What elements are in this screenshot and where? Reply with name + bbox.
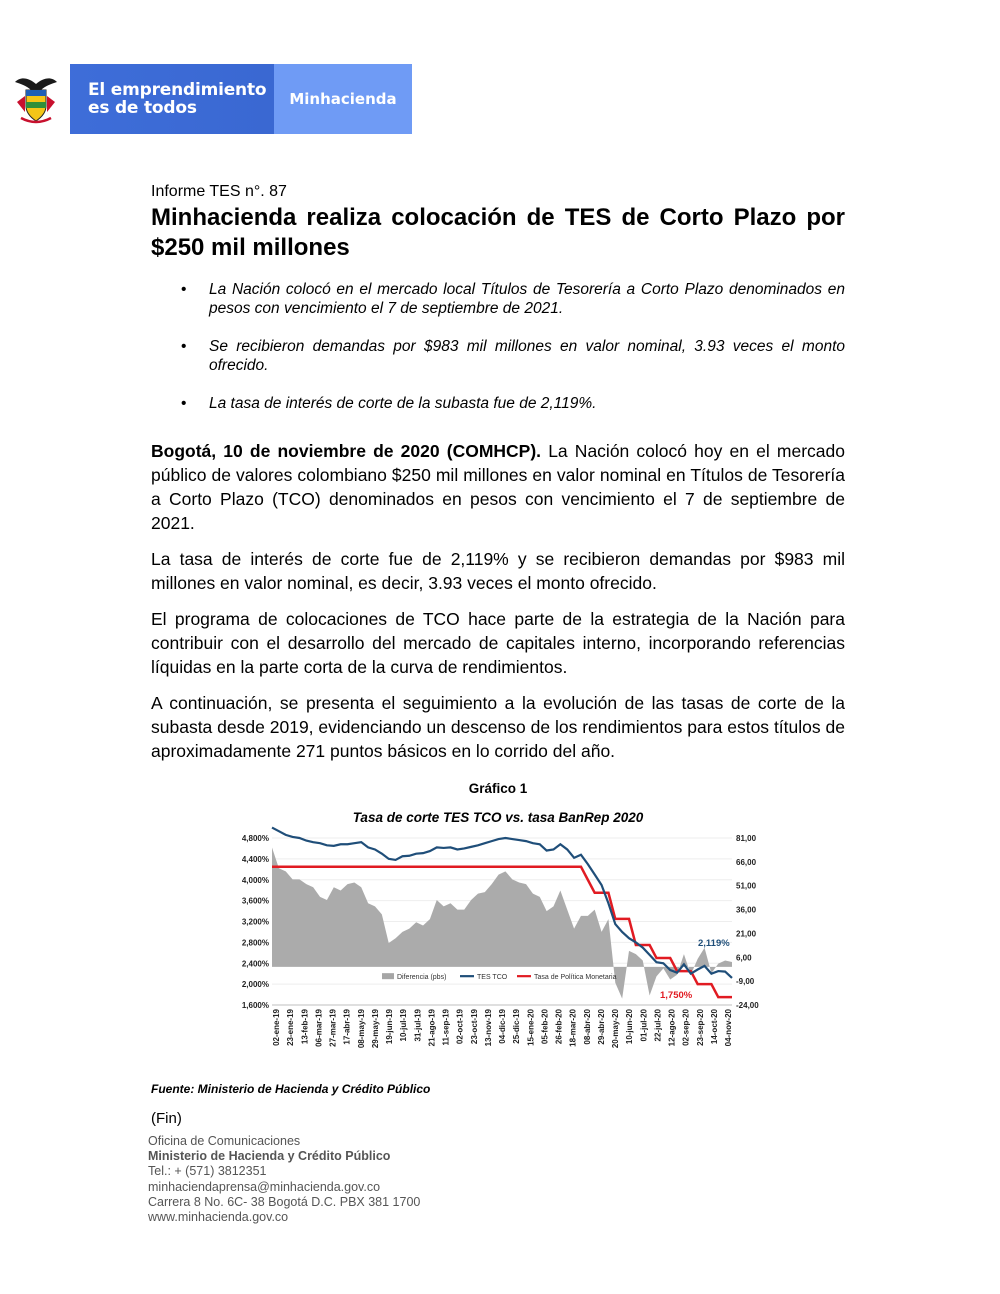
legend-label: Tasa de Política Monetaria bbox=[534, 974, 617, 982]
paragraph-4: A continuación, se presenta el seguimiento a la evolución de las tasas de corte de la subasta desde 2019, evidenciando un descenso de los rendimientos para estos títulos de aproximadamente 271 puntos básicos en lo corrido del año. bbox=[151, 693, 845, 761]
x-tick-label: 23-ene-19 bbox=[286, 1009, 296, 1046]
x-tick-label: 12-ago-20 bbox=[667, 1009, 677, 1047]
bullet-text: Se recibieron demandas por $983 mil millones en valor nominal, 3.93 veces el monto ofrecido. bbox=[209, 338, 845, 374]
x-tick-label: 22-jul-20 bbox=[653, 1009, 663, 1042]
y-left-tick-label: 3,200% bbox=[241, 917, 269, 927]
footer-website[interactable]: www.minhacienda.gov.co bbox=[148, 1210, 289, 1225]
x-tick-label: 20-may-20 bbox=[611, 1009, 620, 1049]
contact-footer bbox=[148, 1134, 420, 1225]
x-tick-label: 02-ene-19 bbox=[272, 1009, 281, 1046]
footer-phone: Tel.: + (571) 3812351 bbox=[148, 1164, 267, 1179]
x-tick-label: 04-dic-19 bbox=[498, 1009, 507, 1044]
paragraph-1-text: La Nación colocó hoy en el mercado público de valores colombiano $250 mil millones en valor nominal en Títulos de Tesorería a Corto Plazo (TCO) denominados en pesos con vencimiento el 7 de septiembre de 2021. bbox=[151, 441, 845, 533]
x-tick-label: 23-sep-20 bbox=[695, 1009, 705, 1046]
x-tick-label: 25-dic-19 bbox=[512, 1009, 522, 1044]
y-right-tick-label: 21,00 bbox=[736, 929, 757, 939]
x-tick-label: 26-feb-20 bbox=[554, 1009, 564, 1045]
x-tick-label: 17-abr-19 bbox=[342, 1009, 352, 1045]
x-tick-label: 10-jun-20 bbox=[625, 1009, 635, 1045]
y-right-tick-label: 66,00 bbox=[736, 857, 757, 867]
legend-label: Diferencia (pbs) bbox=[397, 974, 447, 982]
legend-label: TES TCO bbox=[477, 974, 508, 982]
x-tick-label: 15-ene-20 bbox=[526, 1009, 536, 1046]
paragraph-2: La tasa de interés de corte fue de 2,119% y se recibieron demandas por $983 mil millones en valor nominal, es decir, 3.93 veces el monto ofrecido. bbox=[151, 549, 845, 593]
y-left-tick-label: 1,600% bbox=[241, 1001, 269, 1010]
list-item: • Se recibieron demandas por $983 mil millones en valor nominal, 3.93 veces el monto ofrecido. bbox=[181, 338, 845, 374]
footer-address: Carrera 8 No. 6C- 38 Bogotá D.C. PBX 381 1700 bbox=[148, 1194, 421, 1209]
end-marker: (Fin) bbox=[151, 1110, 182, 1127]
slogan-line1: El emprendimiento bbox=[88, 80, 267, 100]
y-right-tick-label: 81,00 bbox=[736, 834, 757, 843]
y-right-tick-label: 36,00 bbox=[736, 905, 757, 915]
slogan-line2: es de todos bbox=[88, 98, 197, 118]
x-tick-label: 18-mar-20 bbox=[568, 1009, 578, 1047]
brand-label: Minhacienda bbox=[274, 64, 412, 134]
x-tick-label: 02-sep-20 bbox=[681, 1009, 691, 1046]
x-tick-label: 29-may-19 bbox=[370, 1009, 380, 1049]
y-right-tick-label: -9,00 bbox=[736, 977, 755, 987]
bullet-text: La tasa de interés de corte de la subasta fue de 2,119%. bbox=[209, 395, 597, 412]
x-tick-label: 05-feb-20 bbox=[540, 1009, 550, 1045]
figure-source: Fuente: Ministerio de Hacienda y Crédito Público bbox=[151, 1082, 431, 1096]
header-left bbox=[2, 64, 274, 134]
bullet-text: La Nación colocó en el mercado local Títulos de Tesorería a Corto Plazo denominados en pesos con vencimiento el 7 de septiembre de 2021. bbox=[209, 281, 845, 317]
footer-office: Oficina de Comunicaciones bbox=[148, 1134, 301, 1148]
x-tick-label: 04-nov-20 bbox=[724, 1009, 733, 1047]
x-tick-label: 31-jul-19 bbox=[413, 1009, 423, 1042]
highlights-list bbox=[151, 280, 845, 413]
x-tick-label: 02-oct-19 bbox=[455, 1009, 465, 1045]
document-body bbox=[151, 182, 845, 825]
y-left-tick-label: 4,800% bbox=[241, 834, 269, 843]
y-right-tick-label: 6,00 bbox=[736, 953, 752, 963]
x-tick-label: 21-ago-19 bbox=[427, 1009, 437, 1047]
x-tick-label: 11-sep-19 bbox=[441, 1009, 451, 1046]
x-tick-label: 29-abr-20 bbox=[596, 1009, 606, 1045]
footer-email[interactable]: minhaciendaprensa@minhacienda.gov.co bbox=[148, 1179, 381, 1194]
chart bbox=[232, 826, 762, 1066]
figure-caption: Gráfico 1 bbox=[468, 781, 528, 796]
x-tick-label: 06-mar-19 bbox=[314, 1009, 324, 1047]
dateline: Bogotá, 10 de noviembre de 2020 (COMHCP). bbox=[151, 441, 542, 461]
y-left-tick-label: 2,800% bbox=[241, 938, 269, 948]
y-left-tick-label: 3,600% bbox=[241, 896, 269, 906]
coat-of-arms-icon bbox=[2, 64, 70, 134]
y-left-tick-label: 4,400% bbox=[241, 854, 269, 864]
y-right-tick-label: -24,00 bbox=[736, 1001, 759, 1010]
x-tick-label: 23-oct-19 bbox=[469, 1009, 479, 1045]
chart-svg bbox=[232, 826, 762, 1066]
y-left-tick-label: 2,400% bbox=[241, 959, 269, 969]
x-tick-label: 27-mar-19 bbox=[328, 1009, 338, 1047]
figure-title: Tasa de corte TES TCO vs. tasa BanRep 2020 bbox=[352, 810, 644, 825]
annotation-policy-last: 1,750% bbox=[660, 990, 693, 1002]
x-tick-label: 08-may-19 bbox=[356, 1009, 366, 1049]
annotation-tco-last: 2,119% bbox=[698, 938, 730, 950]
x-tick-label: 10-jul-19 bbox=[399, 1009, 409, 1042]
slogan bbox=[70, 81, 266, 117]
x-tick-label: 14-oct-20 bbox=[709, 1009, 719, 1045]
paragraph-3: El programa de colocaciones de TCO hace parte de la estrategia de la Nación para contribuir con el desarrollo del mercado de capitales interno, incorporando referencias líquidas en la parte corta de la curva de rendimientos. bbox=[151, 609, 845, 677]
legend-swatch bbox=[382, 973, 394, 979]
header-banner bbox=[2, 64, 412, 134]
x-tick-label: 08-abr-20 bbox=[582, 1009, 592, 1045]
footer-ministry: Ministerio de Hacienda y Crédito Público bbox=[148, 1149, 391, 1164]
x-tick-label: 13-feb-19 bbox=[300, 1009, 310, 1045]
x-tick-label: 01-jul-20 bbox=[639, 1009, 649, 1042]
y-left-tick-label: 2,000% bbox=[241, 980, 269, 990]
y-left-tick-label: 4,000% bbox=[241, 875, 269, 885]
y-right-tick-label: 51,00 bbox=[736, 881, 757, 891]
page-title: Minhacienda realiza colocación de TES de Corto Plazo por $250 mil millones bbox=[151, 204, 845, 261]
list-item: • La Nación colocó en el mercado local Títulos de Tesorería a Corto Plazo denominados en pesos con vencimiento el 7 de septiembre de 2021. bbox=[181, 281, 845, 317]
x-tick-label: 19-jun-19 bbox=[385, 1009, 394, 1045]
list-item: • La tasa de interés de corte de la subasta fue de 2,119%. bbox=[181, 395, 597, 412]
x-tick-label: 13-nov-19 bbox=[483, 1009, 493, 1047]
report-number: Informe TES n°. 87 bbox=[151, 183, 287, 200]
paragraph-1 bbox=[151, 439, 845, 535]
